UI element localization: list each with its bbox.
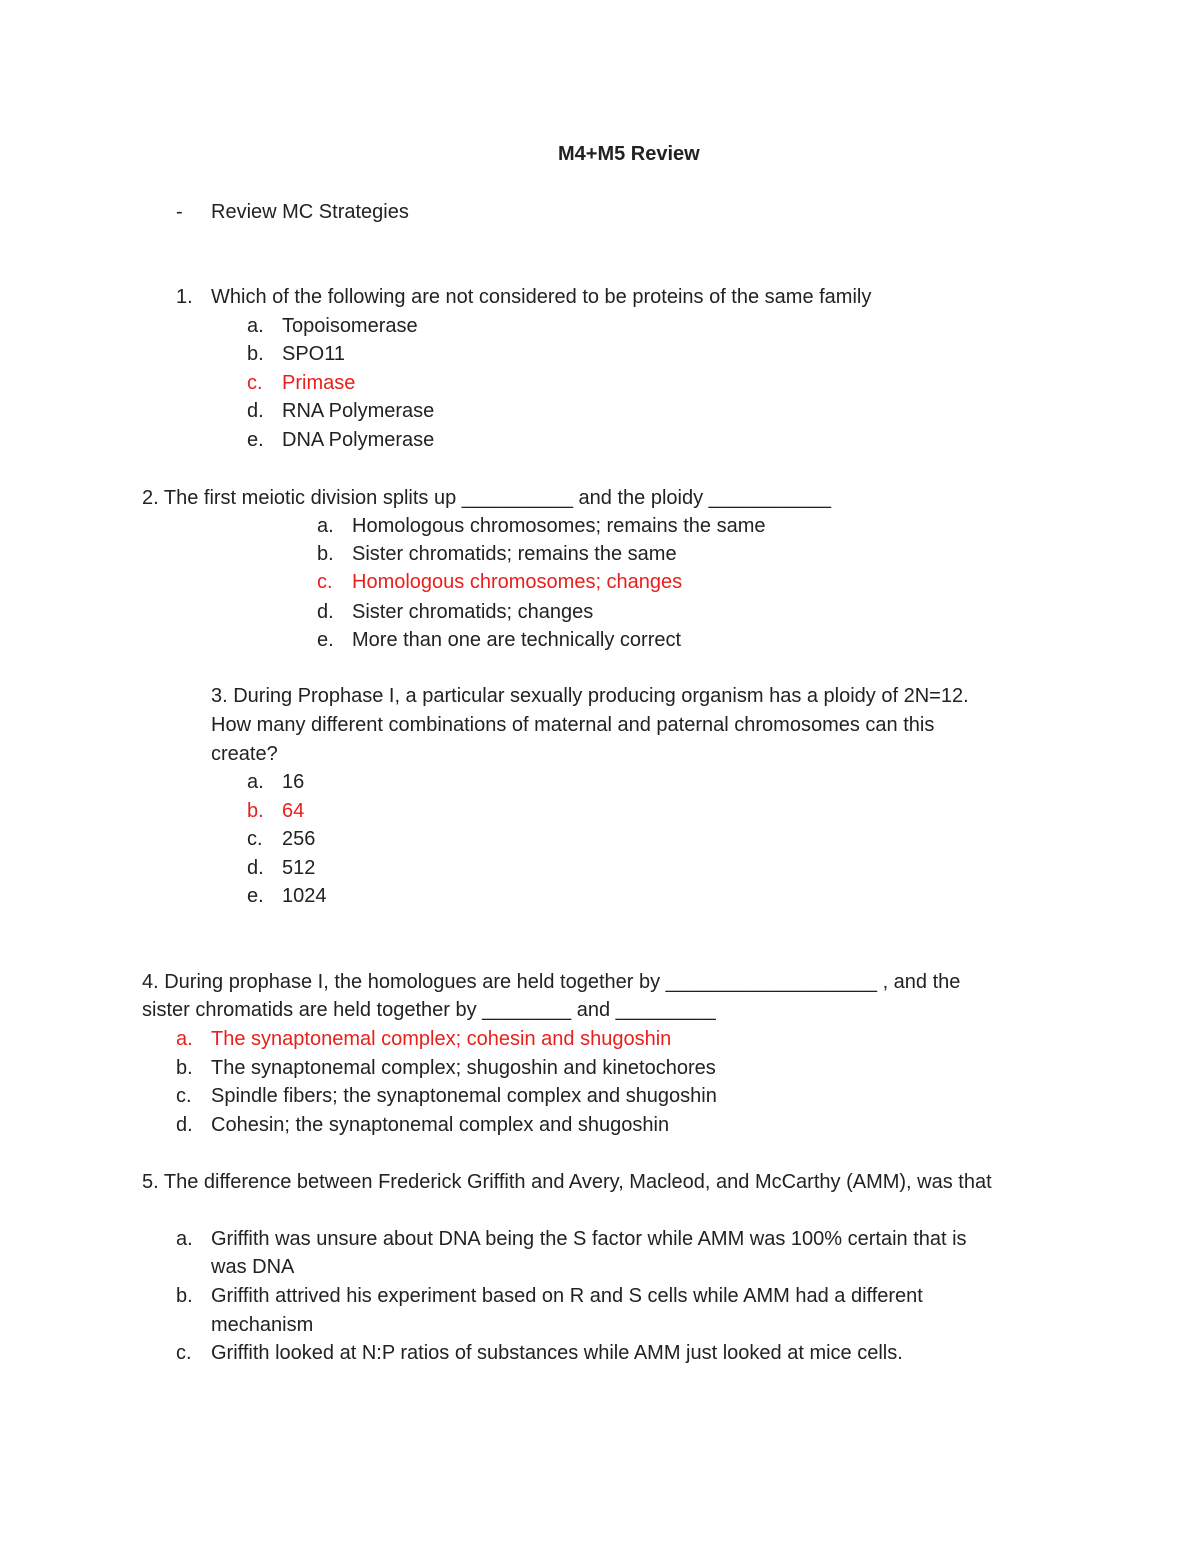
option-text: Homologous chromosomes; remains the same bbox=[352, 515, 766, 537]
q5-text: 5. The difference between Frederick Griffith and Avery, Macleod, and McCarthy (AMM), was that bbox=[142, 1171, 992, 1193]
bullet-marker: - bbox=[176, 201, 183, 223]
option-text: Cohesin; the synaptonemal complex and shugoshin bbox=[211, 1114, 670, 1136]
q3-text-line: How many different combinations of maternal and paternal chromosomes can this bbox=[211, 714, 935, 736]
option-label: a. bbox=[176, 1228, 193, 1250]
option-label: e. bbox=[247, 429, 264, 451]
option-label: c. bbox=[247, 372, 263, 394]
option-label: b. bbox=[176, 1057, 193, 1079]
option-text-line: Griffith attrived his experiment based on R and S cells while AMM had a different bbox=[211, 1285, 923, 1307]
page-title: M4+M5 Review bbox=[558, 143, 700, 165]
option-label: b. bbox=[176, 1285, 193, 1307]
option-label: d. bbox=[176, 1114, 193, 1136]
option-text: RNA Polymerase bbox=[282, 400, 435, 422]
option-label: b. bbox=[247, 800, 264, 822]
q2-text: 2. The first meiotic division splits up __________ and the ploidy ___________ bbox=[142, 487, 831, 509]
q3-text-line: create? bbox=[211, 743, 278, 765]
option-text-line: Griffith looked at N:P ratios of substances while AMM just looked at mice cells. bbox=[211, 1342, 903, 1364]
option-label: a. bbox=[247, 315, 264, 337]
q1-text: Which of the following are not considered to be proteins of the same family bbox=[211, 286, 872, 308]
option-label: b. bbox=[317, 543, 334, 565]
option-text: Topoisomerase bbox=[282, 315, 418, 337]
option-label: d. bbox=[247, 857, 264, 879]
bullet-text: Review MC Strategies bbox=[211, 201, 409, 223]
option-text-line: was DNA bbox=[211, 1256, 295, 1278]
option-text: 64 bbox=[282, 800, 305, 822]
option-label: d. bbox=[317, 601, 334, 623]
option-label: a. bbox=[176, 1028, 193, 1050]
option-text: Spindle fibers; the synaptonemal complex and shugoshin bbox=[211, 1085, 717, 1107]
option-text: DNA Polymerase bbox=[282, 429, 435, 451]
option-text: The synaptonemal complex; shugoshin and kinetochores bbox=[211, 1057, 716, 1079]
q3-text-line: 3. During Prophase I, a particular sexually producing organism has a ploidy of 2N=12. bbox=[211, 685, 969, 707]
option-label: d. bbox=[247, 400, 264, 422]
option-label: e. bbox=[247, 885, 264, 907]
q4-text-line: 4. During prophase I, the homologues are held together by ___________________ , and the bbox=[142, 971, 961, 993]
option-label: e. bbox=[317, 629, 334, 651]
q4-text-line: sister chromatids are held together by ________ and _________ bbox=[142, 999, 716, 1021]
option-text-line: Griffith was unsure about DNA being the S factor while AMM was 100% certain that is bbox=[211, 1228, 967, 1250]
option-text: Homologous chromosomes; changes bbox=[352, 571, 683, 593]
q1-number: 1. bbox=[176, 286, 193, 308]
option-label: b. bbox=[247, 343, 264, 365]
option-label: a. bbox=[317, 515, 334, 537]
option-label: c. bbox=[317, 571, 333, 593]
option-label: a. bbox=[247, 771, 264, 793]
option-label: c. bbox=[176, 1085, 192, 1107]
option-text: Sister chromatids; changes bbox=[352, 601, 594, 623]
option-text: 1024 bbox=[282, 885, 327, 907]
option-text: 512 bbox=[282, 857, 316, 879]
option-text: Sister chromatids; remains the same bbox=[352, 543, 677, 565]
option-text: 256 bbox=[282, 828, 316, 850]
option-label: c. bbox=[247, 828, 263, 850]
option-text: More than one are technically correct bbox=[352, 629, 682, 651]
option-text: Primase bbox=[282, 372, 356, 394]
option-text-line: mechanism bbox=[211, 1314, 314, 1336]
option-text: SPO11 bbox=[282, 343, 345, 365]
option-text: The synaptonemal complex; cohesin and shugoshin bbox=[211, 1028, 672, 1050]
option-text: 16 bbox=[282, 771, 305, 793]
option-label: c. bbox=[176, 1342, 192, 1364]
